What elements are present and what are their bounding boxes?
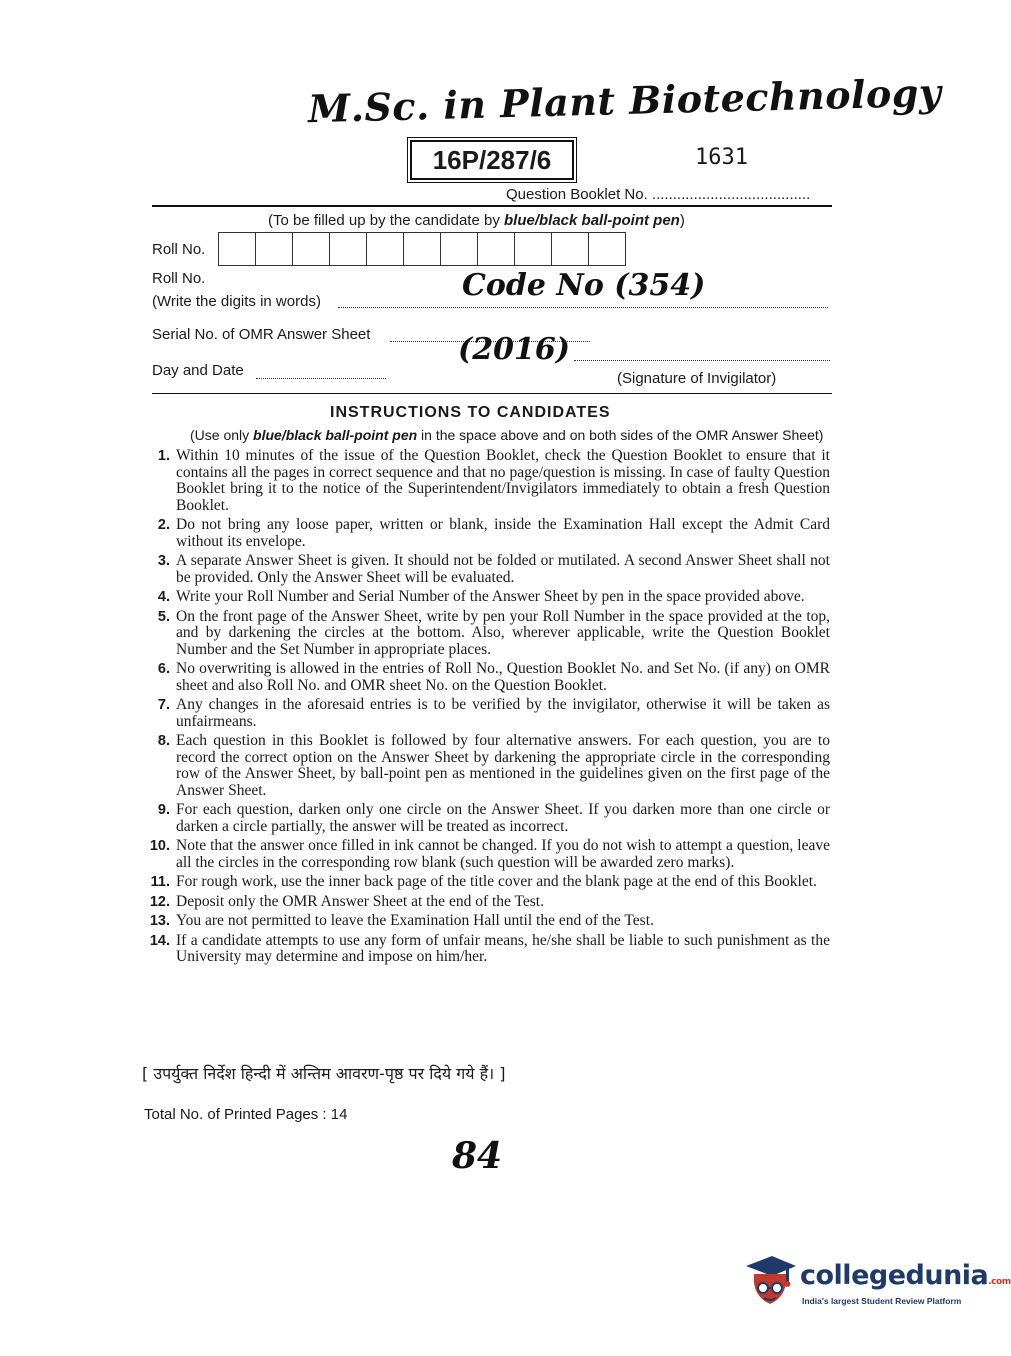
instruction-item	[142, 589, 830, 606]
instructions-title: INSTRUCTIONS TO CANDIDATES	[330, 404, 611, 421]
signature-field[interactable]	[574, 360, 830, 361]
instruction-number: 4.	[157, 589, 170, 605]
instruction-item	[142, 697, 830, 730]
roll-digit-box[interactable]	[256, 233, 293, 265]
instruction-item	[142, 448, 830, 514]
roll-digit-box[interactable]	[552, 233, 589, 265]
logo-tagline: India's largest Student Review Platform	[802, 1296, 962, 1306]
instruction-item	[142, 838, 830, 871]
roll-digit-box[interactable]	[441, 233, 478, 265]
instruction-number: 12.	[149, 893, 170, 910]
instruction-item	[142, 609, 830, 659]
instruction-number: 2.	[157, 517, 170, 533]
roll-no-words-label: Roll No.	[152, 270, 206, 287]
instruction-text: For each question, darken only one circle on the Answer Sheet. If you darken more than one circle or darken a circle partially, the answer will be treated as incorrect.	[176, 801, 830, 835]
roll-digit-box[interactable]	[330, 233, 367, 265]
instruction-number: 6.	[157, 661, 170, 677]
instruction-text: A separate Answer Sheet is given. It should not be folded or mutilated. A second Answer Sheet shall not be provided. Only the Answer Sheet will be evaluated.	[176, 552, 830, 586]
total-pages: Total No. of Printed Pages : 14	[144, 1106, 348, 1123]
fill-note: (To be filled up by the candidate by blue/black ball-point pen)	[268, 212, 685, 229]
instruction-text: Each question in this Booklet is followed by four alternative answers. For each question, you are to record the correct option on the Answer Sheet by darkening the appropriate circle in the corresponding row of the Answer Sheet, by ball-point pen as mentioned in the guidelines given on the first page of the Answer Sheet.	[176, 732, 830, 799]
omr-serial-label: Serial No. of OMR Answer Sheet	[152, 326, 371, 343]
instruction-item	[142, 802, 830, 835]
roll-digit-box[interactable]	[219, 233, 256, 265]
instruction-text: Note that the answer once filled in ink cannot be changed. If you do not wish to attempt a question, leave all the circles in the corresponding row blank (such question will be awarded zero marks).	[176, 837, 830, 871]
instruction-item	[142, 933, 830, 966]
day-date-label: Day and Date	[152, 362, 244, 379]
instructions-subtitle: (Use only blue/black ball-point pen in the space above and on both sides of the OMR Answer Sheet)	[190, 427, 824, 443]
logo-wordmark: collegedunia.com	[800, 1260, 1011, 1291]
instruction-item	[142, 733, 830, 799]
instructions-list	[142, 448, 830, 969]
roll-digit-box[interactable]	[293, 233, 330, 265]
roll-no-words-field[interactable]	[338, 307, 828, 308]
roll-no-label: Roll No.	[152, 241, 206, 258]
instruction-number: 1.	[157, 448, 170, 464]
handwritten-year-note: (2016)	[458, 332, 570, 367]
roll-digit-box[interactable]	[478, 233, 515, 265]
roll-digit-box[interactable]	[589, 233, 625, 265]
instruction-text: If a candidate attempts to use any form of unfair means, he/she shall be liable to such punishment as the University may determine and impose on him/her.	[176, 931, 830, 965]
instruction-text: Do not bring any loose paper, written or blank, inside the Examination Hall except the Admit Card without its envelope.	[176, 516, 830, 550]
handwritten-code-note: Code No (354)	[462, 268, 706, 303]
handwritten-page-mark: 84	[452, 1135, 503, 1177]
booklet-number: 1631	[695, 145, 748, 170]
instruction-number: 14.	[149, 932, 170, 949]
question-booklet-label: Question Booklet No. ......................................	[506, 186, 811, 203]
paper-code-box: 16P/287/6	[410, 140, 574, 180]
instruction-text: Deposit only the OMR Answer Sheet at the end of the Test.	[176, 892, 544, 910]
instruction-number: 13.	[149, 913, 170, 929]
graduate-mascot-icon	[742, 1252, 798, 1314]
instruction-text: Within 10 minutes of the issue of the Question Booklet, check the Question Booklet to ensure that it contains all the pages in correct sequence and that no page/question is missing. In case of faulty Question Booklet bring it to the notice of the Superintendent/Invigilators immediately to obtain a fresh Question Booklet.	[176, 447, 830, 514]
instruction-text: No overwriting is allowed in the entries of Roll No., Question Booklet No. and Set No. (if any) on OMR sheet and also Roll No. and OMR sheet No. on the Question Booklet.	[176, 660, 830, 694]
instruction-text: For rough work, use the inner back page of the title cover and the blank page at the end of this Booklet.	[176, 873, 817, 890]
instruction-number: 8.	[157, 733, 170, 749]
instruction-number: 11.	[150, 874, 170, 890]
instruction-text: You are not permitted to leave the Examination Hall until the end of the Test.	[176, 912, 654, 929]
collegedunia-logo	[742, 1252, 1011, 1322]
instruction-text: Any changes in the aforesaid entries is to be verified by the invigilator, otherwise it will be taken as unfairmeans.	[176, 696, 830, 730]
instruction-item	[142, 517, 830, 550]
roll-digit-box[interactable]	[515, 233, 552, 265]
hindi-note: [ उपर्युक्त निर्देश हिन्दी में अन्तिम आवरण-पृष्ठ पर दिये गये हैं। ]	[142, 1064, 506, 1083]
form-top-rule	[152, 205, 832, 207]
instruction-item	[142, 894, 830, 911]
instruction-text: Write your Roll Number and Serial Number of the Answer Sheet by pen in the space provided above.	[176, 588, 805, 605]
day-date-field[interactable]	[256, 378, 386, 379]
signature-label: (Signature of Invigilator)	[617, 370, 777, 387]
roll-digit-box[interactable]	[404, 233, 441, 265]
instruction-number: 7.	[157, 697, 170, 713]
roll-no-words-sublabel: (Write the digits in words)	[152, 293, 321, 310]
instruction-item	[142, 874, 830, 891]
instruction-number: 3.	[157, 553, 170, 569]
instruction-item	[142, 553, 830, 586]
form-bottom-rule	[152, 393, 832, 394]
roll-digit-box[interactable]	[367, 233, 404, 265]
roll-no-grid[interactable]	[218, 232, 626, 266]
instruction-text: On the front page of the Answer Sheet, write by pen your Roll Number in the space provided at the top, and by darkening the circles at the bottom. Also, wherever applicable, write the Question Booklet Number and the Set Number in appropriate places.	[176, 607, 830, 658]
instruction-item	[142, 661, 830, 694]
handwritten-title: M.Sc. in Plant Biotechnology	[307, 69, 942, 132]
instruction-number: 5.	[157, 608, 170, 625]
instruction-item	[142, 913, 830, 930]
instruction-number: 9.	[157, 802, 170, 818]
instruction-number: 10.	[149, 838, 170, 854]
